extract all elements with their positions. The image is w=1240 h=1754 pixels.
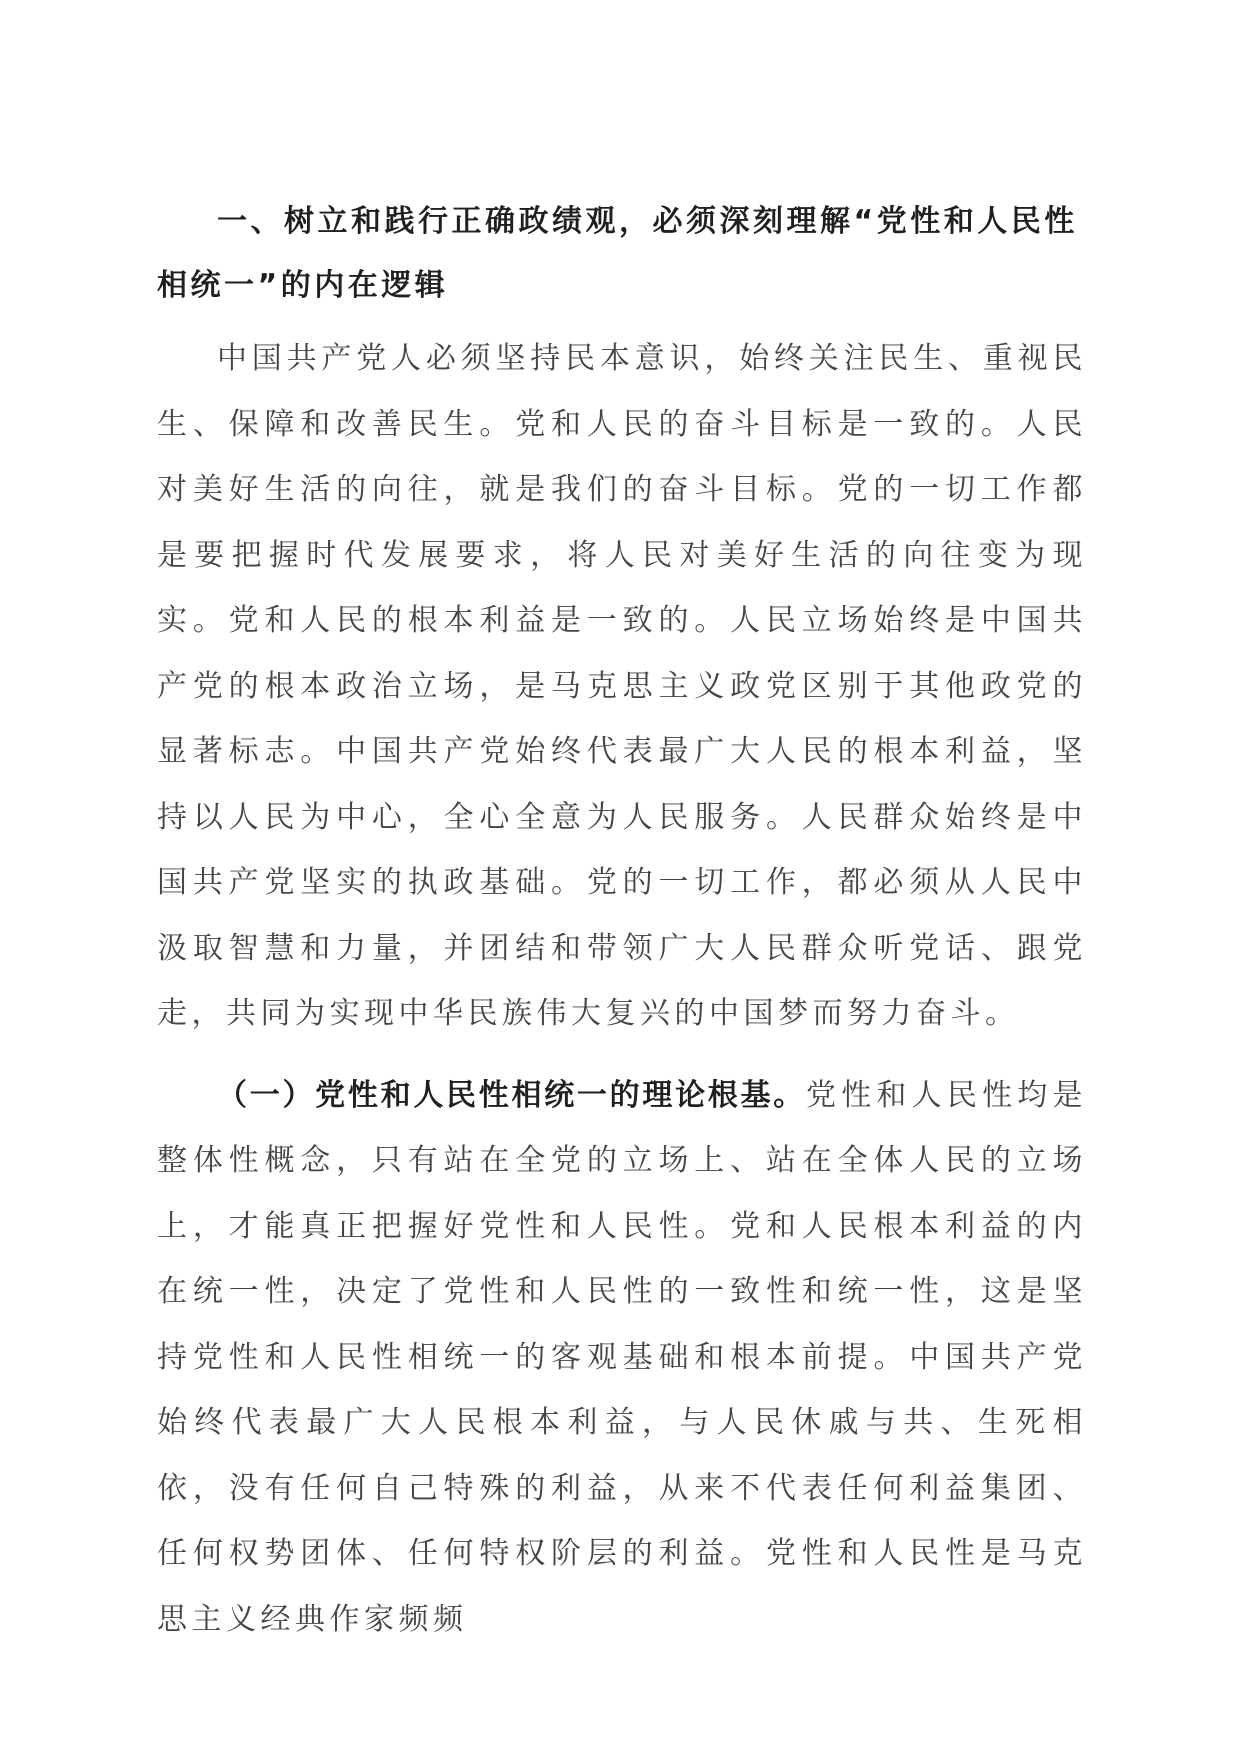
document-page [157,190,1087,1652]
subsection-paragraph [157,1063,1087,1653]
subsection-body: 党性和人民性均是整体性概念，只有站在全党的立场上、站在全体人民的立场上，才能真正把握好党性和人民性。党和人民根本利益的内在统一性，决定了党性和人民性的一致性和统一性，这是坚持党性和人民性相统一的客观基础和根本前提。中国共产党始终代表最广大人民根本利益，与人民休戚与共、生死相依，没有任何自己特殊的利益，从来不代表任何利益集团、任何权势团体、任何特权阶层的利益。党性和人民性是马克思主义经典作家频频 [157,1077,1088,1637]
section-heading: 一、树立和践行正确政绩观，必须深刻理解“党性和人民性相统一”的内在逻辑 [157,204,1078,303]
intro-paragraph: 中国共产党人必须坚持民本意识，始终关注民生、重视民生、保障和改善民生。党和人民的奋斗目标是一致的。人民对美好生活的向往，就是我们的奋斗目标。党的一切工作都是要把握时代发展要求，将人民对美好生活的向往变为现实。党和人民的根本利益是一致的。人民立场始终是中国共产党的根本政治立场，是马克思主义政党区别于其他政党的显著标志。中国共产党始终代表最广大人民的根本利益，坚持以人民为中心，全心全意为人民服务。人民群众始终是中国共产党坚实的执政基础。党的一切工作，都必须从人民中汲取智慧和力量，并团结和带领广大人民群众听党话、跟党走，共同为实现中华民族伟大复兴的中国梦而努力奋斗。 [157,341,1087,1031]
subsection-lead: （一）党性和人民性相统一的理论根基。 [217,1077,806,1113]
